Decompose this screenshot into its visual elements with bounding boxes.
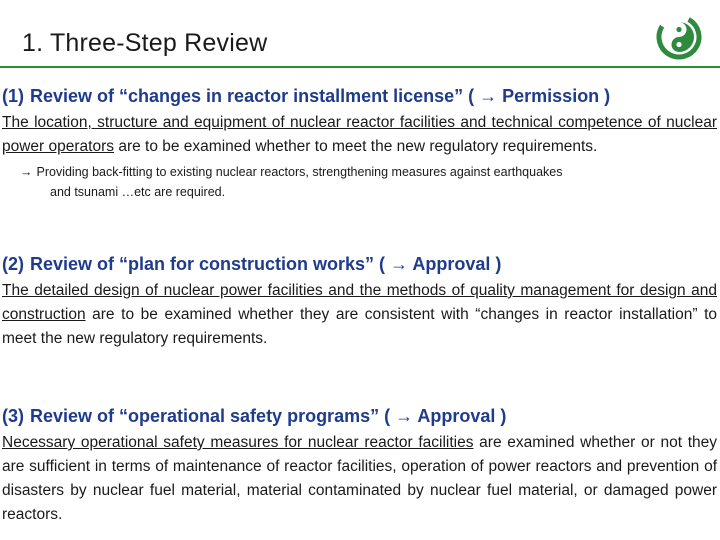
section-2 — [2, 254, 717, 351]
section-1 — [2, 86, 717, 202]
section-heading — [2, 406, 717, 427]
section-paragraph — [2, 279, 717, 351]
section-heading — [2, 254, 717, 275]
arrow-icon: → — [20, 165, 33, 179]
section-number: (2) — [2, 254, 24, 274]
section-heading-text: Review of “plan for construction works” ( → Approval ) — [30, 254, 502, 274]
section-heading-text: Review of “changes in reactor installment license” ( → Permission ) — [30, 86, 611, 106]
underlined-text: The detailed design of nuclear power facilities and the methods of quality management for design and construction — [2, 282, 717, 323]
paragraph-text: are to be examined whether to meet the new regulatory requirements. — [114, 138, 598, 155]
section-3 — [2, 406, 717, 527]
section-number: (3) — [2, 406, 24, 426]
section-heading — [2, 86, 717, 107]
bullet-text-line1: Providing back-fitting to existing nuclear reactors, strengthening measures against earthquakes — [36, 165, 563, 179]
paragraph-text: are examined whether or not they are sufficient in terms of maintenance of reactor facilities, operation of power reactors and prevention of disasters by nuclear fuel material, material contaminated by nuclear fuel material, or damaged power reactors. — [2, 434, 718, 523]
organization-logo-icon — [654, 14, 704, 60]
section-paragraph — [2, 111, 717, 159]
sub-bullet — [20, 162, 717, 202]
underlined-text: The location, structure and equipment of nuclear reactor facilities and technical competence of nuclear power operators — [2, 114, 717, 155]
section-number: (1) — [2, 86, 24, 106]
title-divider — [0, 66, 720, 68]
section-heading-text: Review of “operational safety programs” ( → Approval ) — [30, 406, 507, 426]
paragraph-text: are to be examined whether they are consistent with “changes in reactor installation” to meet the new regulatory requirements. — [2, 306, 717, 347]
section-paragraph — [2, 431, 717, 527]
underlined-text: Necessary operational safety measures for nuclear reactor facilities — [2, 434, 474, 451]
bullet-text-line2: and tsunami …etc are required. — [50, 185, 226, 199]
page-title: 1. Three-Step Review — [22, 29, 268, 57]
